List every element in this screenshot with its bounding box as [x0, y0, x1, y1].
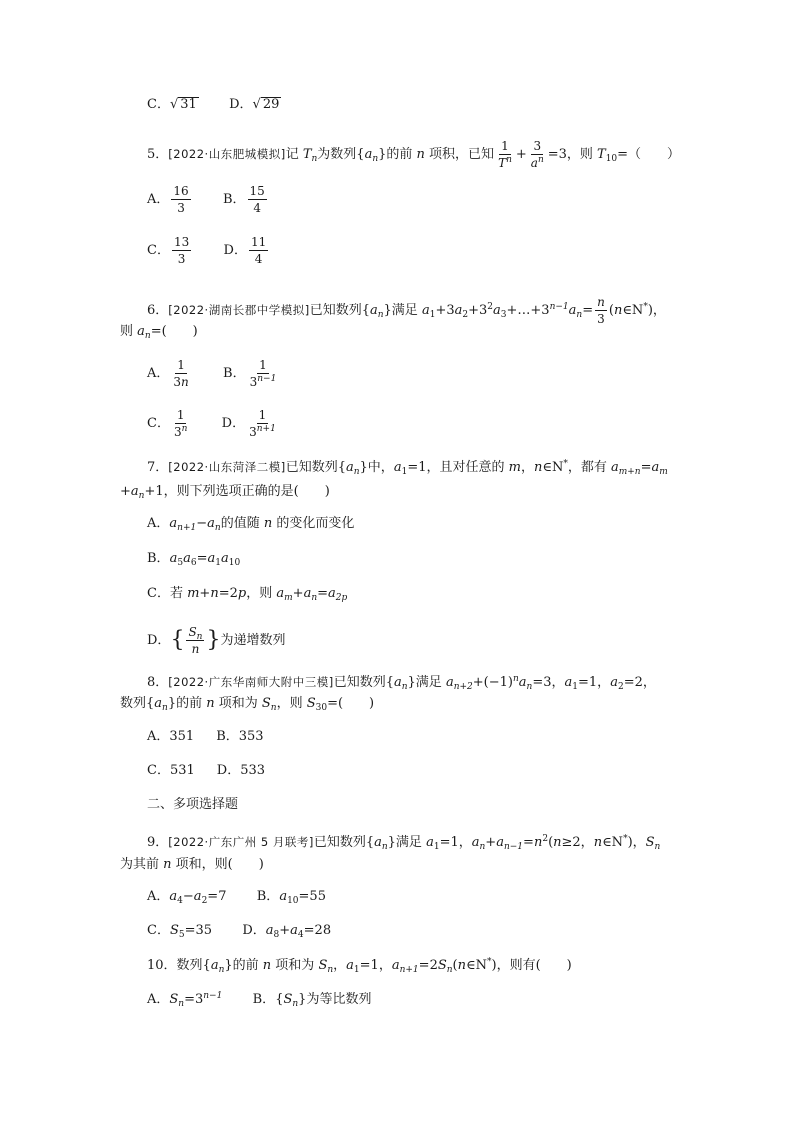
q7-option-a: A．$a_{n+1}-a_n$的值随 n 的变化而变化 — [147, 516, 355, 533]
q4-option-d-sqrt: √ 29 — [252, 97, 280, 112]
q6-options-cd: C． $\frac{1}{3^n}$ D． $\frac{1}{3^{n+1}}$ — [147, 408, 276, 439]
q7-option-b: B．$a_5a_6=a_1a_{10}$ — [147, 551, 241, 568]
q9-options-cd: C．$S_5=35$ D．$a_8+a_4=28$ — [147, 923, 332, 940]
q8-stem-line2: 数列$\{a_n\}$的前 n 项和为 $S_n$，则 $S_{30}=$( ) — [120, 696, 375, 713]
q5-fraction-2: $\frac{3}{a^n}$ — [530, 139, 544, 170]
q8-stem: 8．[2022·广东华南师大附中三模]已知数列$\{a_n\}$满足 $a_{n+2}+(-1)^na_n=3$，$a_1=1$，$a_2=2$， — [147, 674, 656, 692]
q7-option-d: D．{ $\frac{S_n}{n}$ }为递增数列 — [147, 625, 286, 656]
q4-option-c-sqrt: √ 31 — [169, 97, 197, 112]
section-heading-multiple-choice: 二、多项选择题 — [147, 797, 239, 812]
q4-options-cd — [147, 97, 281, 113]
q7-stem: 7．[2022·山东菏泽二模]已知数列$\{a_n\}$中，$a_1=1$，且对任意的 m，n∈N*，都有 $a_{m+n}=a_m$ — [147, 459, 668, 477]
q6-option-a-frac: $\frac{1}{3n}$ — [173, 358, 189, 389]
left-brace: { — [170, 627, 185, 653]
q6-option-d-frac: $\frac{1}{3^{n+1}}$ — [249, 408, 276, 439]
q9-stem-line2: 为其前 n 项和，则( ) — [120, 857, 264, 872]
q10-stem: 10．数列$\{a_n\}$的前 n 项和为 $S_n$，$a_1=1$，$a_{n+1}=2S_n(n\in N^*)$，则有( ) — [147, 957, 572, 975]
right-brace: } — [206, 627, 221, 653]
q7-source: [2022·山东菏泽二模] — [168, 460, 286, 474]
q5-option-a-frac: $\frac{16}{3}$ — [173, 184, 189, 215]
q6-options-ab: A． $\frac{1}{3n}$ B． $\frac{1}{3^{n-1}}$ — [147, 358, 277, 389]
q5-option-b-frac: $\frac{15}{4}$ — [249, 184, 265, 215]
q5-options-cd: C． $\frac{13}{3}$ D． $\frac{11}{4}$ — [147, 235, 267, 266]
q6-stem: 6．[2022·湖南长郡中学模拟]已知数列$\{a_n\}$满足 $a_1+3a_2+3^2a_3+\dots+3^{n-1}a_n=$ $\frac{n}{3}$ (n∈N*)， — [147, 295, 666, 326]
q5-source: [2022·山东肥城模拟] — [168, 147, 286, 161]
q10-options-ab: A．$S_n=3^{n-1}$ B．$\{S_n\}$为等比数列 — [147, 991, 372, 1009]
q7-option-c: C．若 m+n=2p，则 $a_m+a_n=a_{2p}$ — [147, 586, 348, 603]
q5-option-d-frac: $\frac{11}{4}$ — [250, 235, 267, 266]
q7-stem-line2: $+a_n+1$，则下列选项正确的是( ) — [120, 484, 330, 501]
q5-stem: 5．[2022·山东肥城模拟]记 $T_n$为数列$\{a_n\}$的前 n 项积，已知 $\frac{1}{T^n}$ + $\frac{3}{a^n}$ =3，则 $T_{10}=$（ ） — [147, 139, 681, 170]
q6-option-c-frac: $\frac{1}{3^n}$ — [173, 408, 188, 439]
q4-option-d-label: D． — [229, 97, 253, 112]
q9-source: [2022·广东广州 5 月联考] — [168, 835, 314, 849]
q6-stem-line2: 则 $a_n=$( ) — [120, 324, 198, 341]
q6-fraction: $\frac{n}{3}$ — [597, 295, 605, 326]
q9-stem: 9．[2022·广东广州 5 月联考]已知数列$\{a_n\}$满足 $a_1=1$，$a_n+a_{n-1}=n^2(n\ge 2$，n∈N*)，$S_n$ — [147, 834, 661, 852]
q4-option-c-label: C． — [147, 97, 170, 112]
q5-options-ab: A． $\frac{16}{3}$ B． $\frac{15}{4}$ — [147, 184, 265, 215]
q5-option-c-frac: $\frac{13}{3}$ — [173, 235, 190, 266]
q9-options-ab: A．$a_4-a_2=7$ B．$a_{10}=55$ — [147, 889, 326, 906]
q8-source: [2022·广东华南师大附中三模] — [168, 675, 334, 689]
q6-source: [2022·湖南长郡中学模拟] — [168, 303, 310, 317]
q6-option-b-frac: $\frac{1}{3^{n-1}}$ — [249, 358, 277, 389]
q7-option-d-frac: $\frac{S_n}{n}$ — [188, 625, 203, 656]
q8-options-cd: C．531 D．533 — [147, 763, 266, 778]
q5-fraction-1: $\frac{1}{T^n}$ — [498, 139, 512, 170]
q8-options-ab: A．351 B．353 — [147, 729, 264, 744]
